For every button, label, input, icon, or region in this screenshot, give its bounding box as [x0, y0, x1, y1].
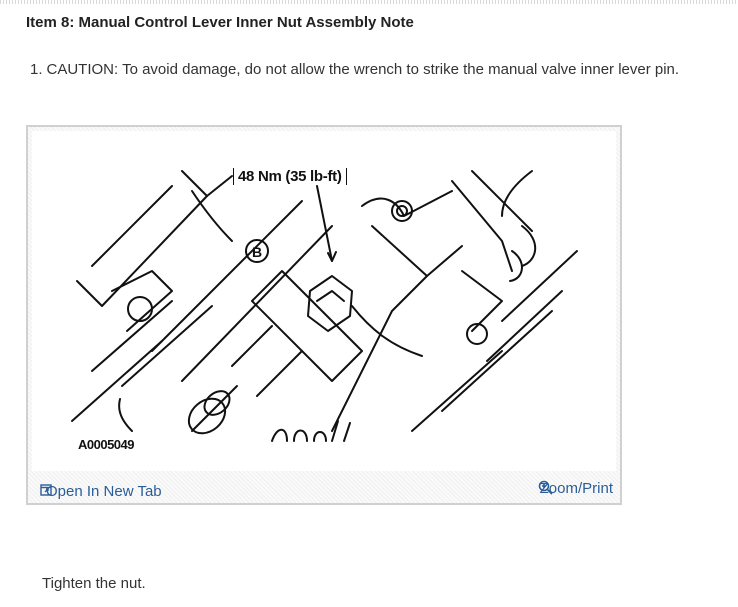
part-label-b: B	[252, 244, 263, 260]
top-divider	[0, 0, 738, 4]
open-new-tab-link[interactable]	[40, 483, 162, 500]
step-text: CAUTION: To avoid damage, do not allow the wrench to strike the manual valve inner lever pin.	[46, 61, 680, 78]
step-number: 1.	[30, 61, 43, 78]
zoom-print-label: Zoom/Print	[539, 480, 613, 497]
figure-code: A0005049	[78, 437, 134, 452]
open-new-tab-label: Open In New Tab	[46, 483, 162, 500]
instruction-text: Tighten the nut.	[42, 575, 146, 592]
page-title: Item 8: Manual Control Lever Inner Nut Assembly Note	[26, 14, 414, 31]
figure-frame	[26, 125, 622, 505]
zoom-print-link[interactable]	[538, 480, 613, 497]
caution-step	[30, 61, 679, 78]
torque-callout: 48 Nm (35 lb-ft)	[233, 168, 347, 185]
diagram-area	[32, 131, 616, 471]
